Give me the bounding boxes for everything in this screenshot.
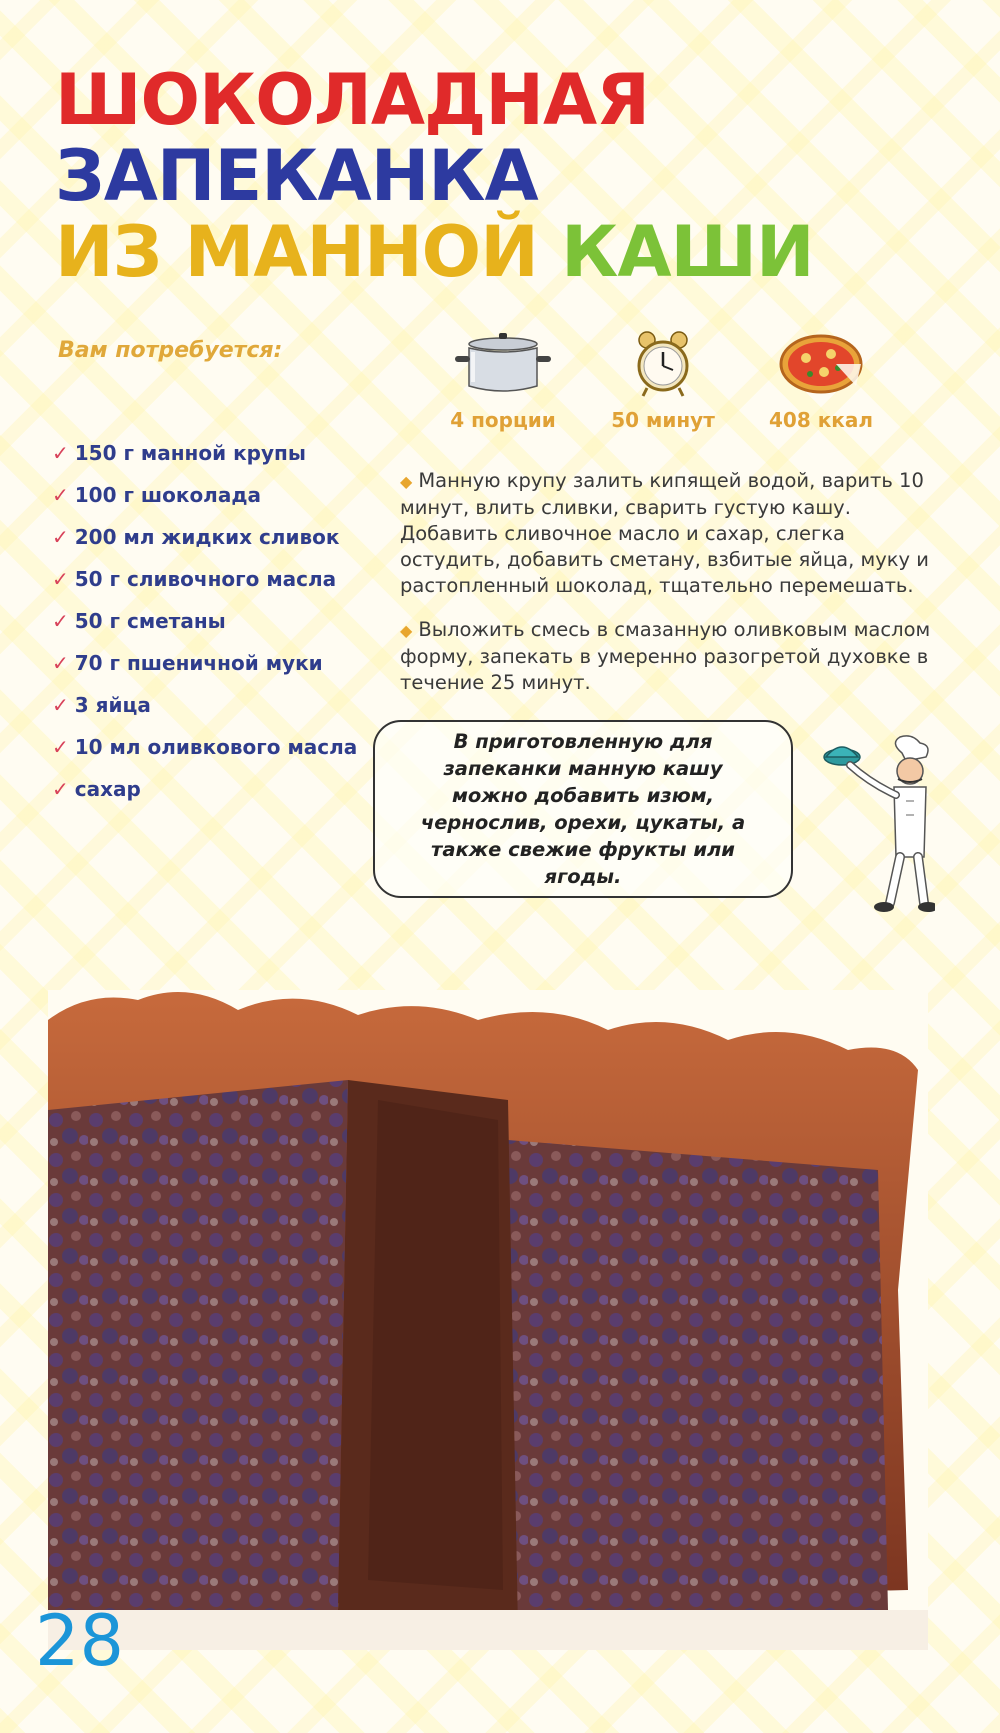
ingredient-item: ✓ 150 г манной крупы	[52, 441, 306, 465]
check-icon: ✓	[52, 441, 69, 465]
check-icon: ✓	[52, 525, 69, 549]
ingredient-item: ✓ 100 г шоколада	[52, 483, 261, 507]
check-icon: ✓	[52, 735, 69, 759]
title-line-3	[55, 211, 814, 293]
ingredients-heading: Вам потребуется:	[58, 338, 283, 363]
tip-text: В приготовленную для запеканки манную кашу можно добавить изюм, чернослив, орехи, цукаты, а также свежие фрукты или ягоды.	[420, 730, 746, 888]
time-label: 50 минут	[611, 408, 715, 432]
ingredient-item: ✓ 3 яйца	[52, 693, 151, 717]
check-icon: ✓	[52, 651, 69, 675]
check-icon: ✓	[52, 567, 69, 591]
title-line-2: ЗАПЕКАНКА	[55, 135, 538, 217]
title-line-3-part-a: ИЗ МАННОЙ	[55, 211, 538, 293]
recipe-title	[55, 59, 814, 293]
ingredient-item: ✓ 10 мл оливкового масла	[52, 735, 358, 759]
ingredient-item: ✓ 70 г пшеничной муки	[52, 651, 323, 675]
ingredient-item: ✓ 200 мл жидких сливок	[52, 525, 340, 549]
recipe-stats	[428, 330, 898, 430]
servings-stat	[428, 330, 578, 432]
title-line-1: ШОКОЛАДНАЯ	[55, 59, 650, 141]
diamond-bullet-icon: ◆	[400, 472, 413, 491]
ingredients-list	[52, 432, 357, 810]
title-line-3-part-b: КАШИ	[561, 211, 814, 293]
check-icon: ✓	[52, 609, 69, 633]
pizza-icon	[776, 330, 866, 398]
servings-label: 4 порции	[450, 408, 556, 432]
time-stat	[588, 330, 738, 432]
check-icon: ✓	[52, 483, 69, 507]
tip-box	[373, 720, 793, 898]
ingredient-item: ✓ сахар	[52, 777, 141, 801]
ingredient-item: ✓ 50 г сметаны	[52, 609, 226, 633]
check-icon: ✓	[52, 693, 69, 717]
pot-icon	[453, 330, 553, 398]
recipe-steps	[400, 468, 945, 714]
step-paragraph: ◆ Манную крупу залить кипящей водой, варить 10 минут, влить сливки, сварить густую кашу. Добавить сливочное масло и сахар, слегка остудить, добавить сметану, взбитые яйца, муку и растопленный шоколад, тщательно перемешать.	[400, 469, 929, 597]
calories-label: 408 ккал	[768, 408, 873, 432]
calories-stat	[746, 330, 896, 432]
ingredient-item: ✓ 50 г сливочного масла	[52, 567, 337, 591]
check-icon: ✓	[52, 777, 69, 801]
chef-illustration	[820, 735, 935, 915]
step-paragraph: ◆ Выложить смесь в смазанную оливковым маслом форму, запекать в умеренно разогретой духовке в течение 25 минут.	[400, 618, 931, 694]
casserole-photo	[48, 990, 928, 1650]
diamond-bullet-icon: ◆	[400, 621, 413, 640]
alarm-clock-icon	[633, 330, 693, 398]
page-number: 28	[35, 1600, 125, 1682]
